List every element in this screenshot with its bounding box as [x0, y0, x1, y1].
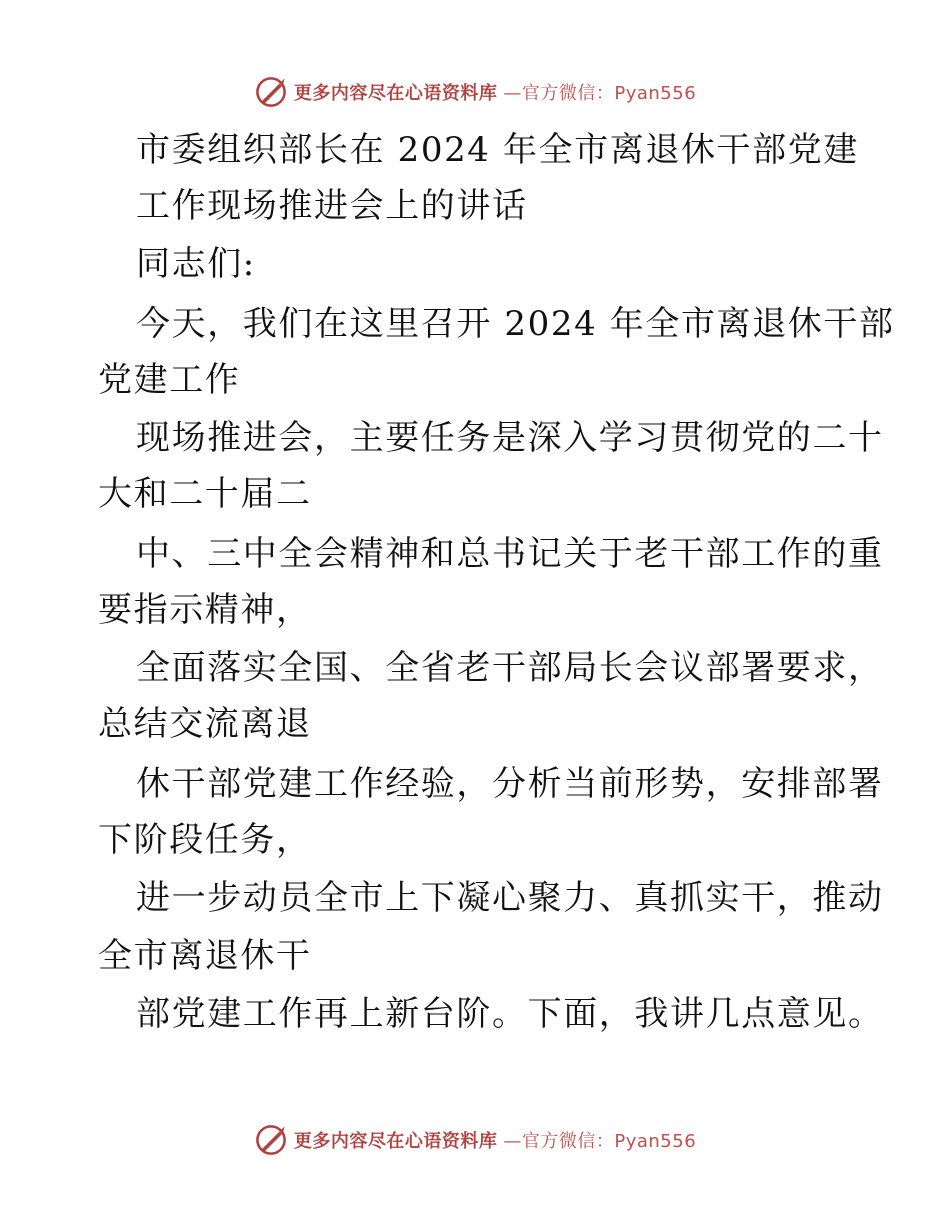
title-line-2: 工作现场推进会上的讲话 — [136, 186, 528, 226]
paragraph-line: 全面落实全国、全省老干部局长会议部署要求， — [136, 648, 884, 688]
header-watermark — [0, 70, 950, 114]
watermark-main-text: 更多内容尽在心语资料库 — [293, 1131, 498, 1152]
watermark-sub-text: —官方微信：Pyan556 — [503, 83, 697, 104]
title-line-1: 市委组织部长在 2024 年全市离退休干部党建 — [136, 130, 859, 170]
paragraph-line: 全市离退休干 — [98, 936, 312, 976]
watermark-main-text: 更多内容尽在心语资料库 — [293, 83, 498, 104]
paragraph-line: 中、三中全会精神和总书记关于老干部工作的重 — [136, 534, 884, 574]
paragraph-line: 今天，我们在这里召开 2024 年全市离退休干部 — [136, 304, 895, 344]
paragraph-line: 现场推进会，主要任务是深入学习贯彻党的二十 — [136, 418, 884, 458]
footer-watermark — [0, 1118, 950, 1162]
quill-pen-logo-icon — [254, 1123, 288, 1157]
paragraph-line: 部党建工作再上新台阶。下面，我讲几点意见。 — [136, 994, 884, 1034]
paragraph-line: 总结交流离退 — [98, 704, 312, 744]
watermark-sub-text: —官方微信：Pyan556 — [503, 1131, 697, 1152]
paragraph-line: 进一步动员全市上下凝心聚力、真抓实干，推动 — [136, 878, 884, 918]
salutation: 同志们: — [136, 244, 256, 284]
paragraph-line: 要指示精神， — [98, 590, 312, 630]
paragraph-line: 休干部党建工作经验，分析当前形势，安排部署 — [136, 764, 884, 804]
paragraph-line: 党建工作 — [98, 360, 241, 400]
paragraph-line: 下阶段任务， — [98, 820, 312, 860]
paragraph-line: 大和二十届二 — [98, 474, 312, 514]
quill-pen-logo-icon — [254, 75, 288, 109]
